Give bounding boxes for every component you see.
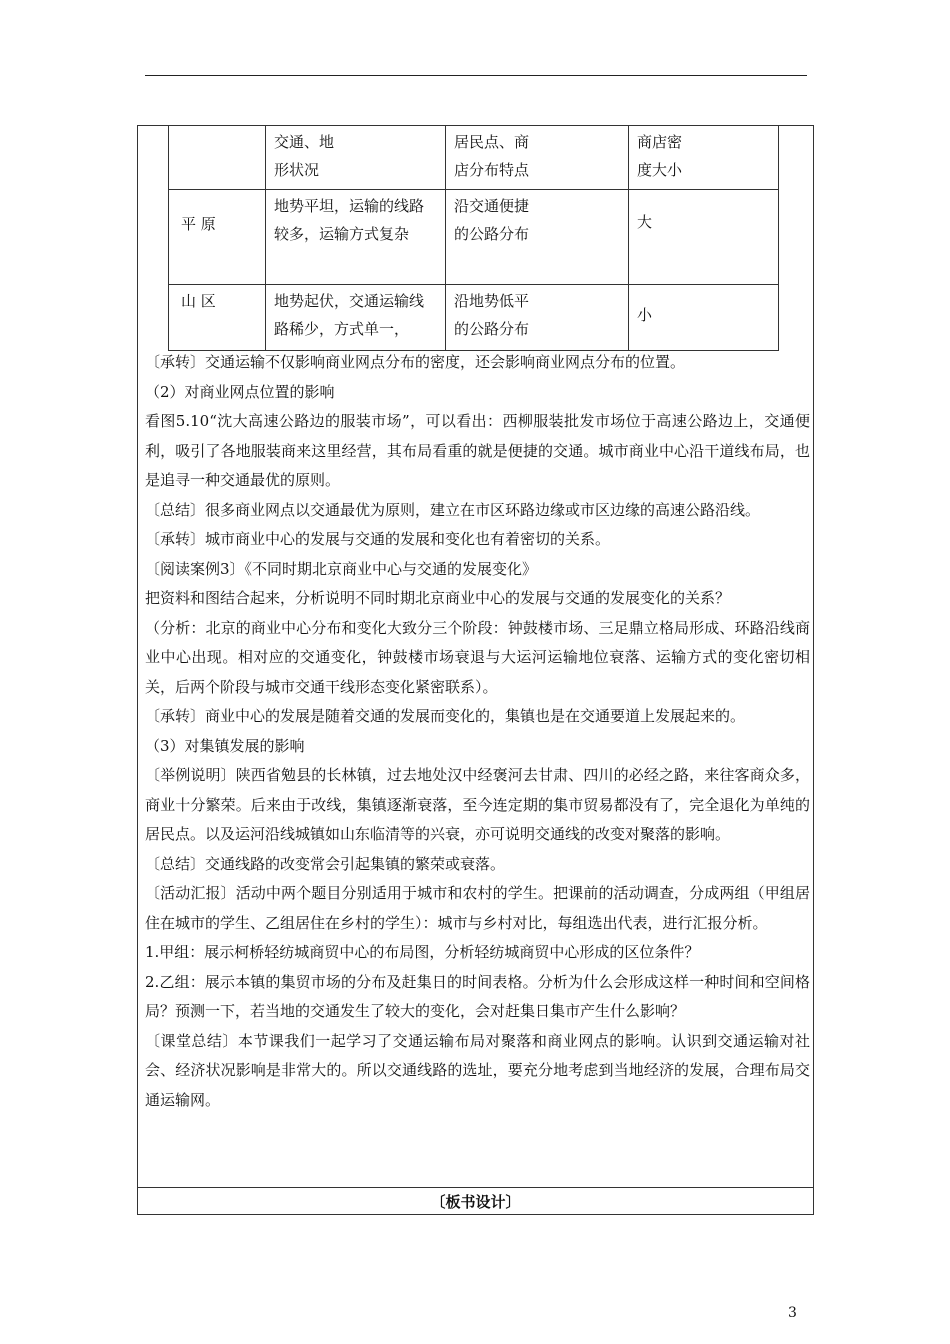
header-cell-distribution: 居民点、商 店分布特点 xyxy=(446,126,629,190)
paragraph-transition-2: 〔承转〕城市商业中心的发展与交通的发展和变化也有着密切的关系。 xyxy=(145,530,611,548)
paragraph-example: 〔举例说明〕陕西省勉县的长林镇，过去地处汉中经褒河去甘肃、四川的必经之路，来往客商众多，商业十分繁荣。后来由于改线，集镇逐渐衰落，至今连定期的集市贸易都没有了，完全退化为单纯的居民点。以及运河沿线城镇如山东临清等的兴衰，亦可说明交通线的改变对聚落的影响。 xyxy=(145,766,810,843)
section-divider xyxy=(138,1187,813,1188)
lesson-frame xyxy=(137,125,814,1215)
header-cell-terrain: 交通、地 形状况 xyxy=(266,126,446,190)
board-design-title: 〔板书设计〕 xyxy=(430,1193,521,1211)
comparison-table xyxy=(168,125,779,351)
paragraph-analysis: （分析：北京的商业中心分布和变化大致分三个阶段：钟鼓楼市场、三足鼎立格局形成、环路沿线商业中心出现。相对应的交通变化，钟鼓楼市场衰退与大运河运输地位衰落、运输方式的变化密切相关，后两个阶段与城市交通干线形态变化紧密联系）。 xyxy=(145,618,810,696)
lesson-body xyxy=(145,348,810,1115)
paragraph-figure-analysis: 看图5.10“沈大高速公路边的服装市场”，可以看出：西柳服装批发市场位于高速公路边上，交通便利，吸引了各地服装商来这里经营，其布局看重的就是便捷的交通。城市商业中心沿干道线布局，也是追寻一种交通最优的原则。 xyxy=(145,412,810,489)
header-cell-density: 商店密 度大小 xyxy=(629,126,779,190)
density-cell: 小 xyxy=(629,285,779,351)
terrain-cell: 地势起伏，交通运输线 路稀少，方式单一， xyxy=(266,285,446,351)
paragraph-question: 把资料和图结合起来，分析说明不同时期北京商业中心的发展与交通的发展变化的关系？ xyxy=(145,589,731,607)
paragraph-summary-2: 〔总结〕交通线路的改变常会引起集镇的繁荣或衰落。 xyxy=(145,854,506,873)
paragraph-reading-case: 〔阅读案例3〕《不同时期北京商业中心与交通的发展变化》 xyxy=(145,559,538,578)
region-cell: 平 原 xyxy=(169,190,266,285)
header-rule xyxy=(145,75,807,76)
distribution-cell: 沿交通便捷 的公路分布 xyxy=(446,190,629,285)
distribution-cell: 沿地势低平 的公路分布 xyxy=(446,285,629,351)
paragraph-transition-1: 〔承转〕交通运输不仅影响商业网点分布的密度，还会影响商业网点分布的位置。 xyxy=(145,353,686,371)
paragraph-transition-3: 〔承转〕商业中心的发展是随着交通的发展而变化的，集镇也是在交通要道上发展起来的。 xyxy=(145,707,746,725)
page-number: 3 xyxy=(788,1305,797,1321)
header-cell-empty xyxy=(169,126,266,190)
terrain-cell: 地势平坦，运输的线路 较多，运输方式复杂 xyxy=(266,190,446,285)
paragraph-group-b: 2.乙组：展示本镇的集贸市场的分布及赶集日的时间表格。分析为什么会形成这样一种时间和空间格局？预测一下，若当地的交通发生了较大的变化，会对赶集日集市产生什么影响？ xyxy=(145,972,810,1020)
density-cell: 大 xyxy=(629,190,779,285)
table-row xyxy=(169,285,779,351)
paragraph-class-summary: 〔课堂总结〕本节课我们一起学习了交通运输布局对聚落和商业网点的影响。认识到交通运输对社会、经济状况影响是非常大的。所以交通线路的选址，要充分地考虑到当地经济的发展，合理布局交通运输网。 xyxy=(145,1031,810,1109)
section-heading-3: （3）对集镇发展的影响 xyxy=(145,736,305,755)
region-cell: 山 区 xyxy=(169,285,266,351)
section-heading-2: （2）对商业网点位置的影响 xyxy=(145,382,335,401)
paragraph-group-a: 1.甲组：展示柯桥轻纺城商贸中心的布局图，分析轻纺城商贸中心形成的区位条件？ xyxy=(145,943,700,961)
paragraph-summary-1: 〔总结〕很多商业网点以交通最优为原则，建立在市区环路边缘或市区边缘的高速公路沿线。 xyxy=(145,500,761,519)
table-row xyxy=(169,190,779,285)
table-header-row xyxy=(169,126,779,190)
paragraph-activity-report: 〔活动汇报〕活动中两个题目分别适用于城市和农村的学生。把课前的活动调查，分成两组（甲组居住在城市的学生、乙组居住在乡村的学生）：城市与乡村对比，每组选出代表，进行汇报分析。 xyxy=(145,884,810,932)
